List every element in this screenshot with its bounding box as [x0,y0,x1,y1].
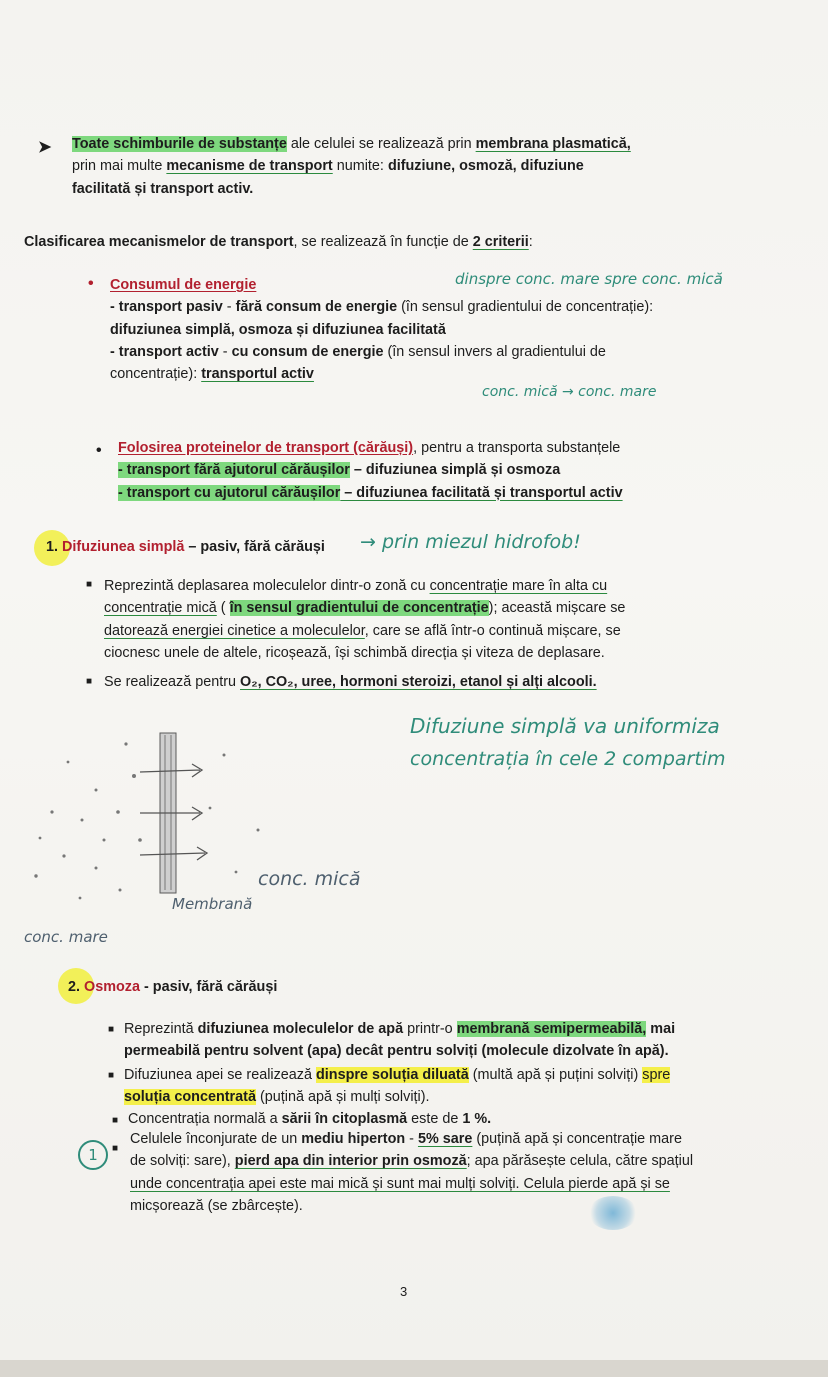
handwritten-circled-mark: 1 [78,1140,108,1170]
square-bullet: ■ [112,1143,119,1154]
square-bullet: ■ [86,579,93,590]
square-bullet: ■ [108,1070,115,1081]
handwritten-difuziune-note-1: Difuziune simplă va uniformiza [410,714,720,738]
ink-smudge [588,1196,638,1230]
handwritten-note-inverse: conc. mică → conc. mare [482,384,657,400]
intro-highlight: Toate schimburile de substanțe [72,136,287,152]
square-bullet: ■ [86,676,93,687]
proteine-title: Folosirea proteinelor de transport (cărăuși) [118,440,414,456]
difuziune-heading: 1. Difuziunea simplă – pasiv, fără cărăuși [46,539,325,555]
handwritten-difuziune-note-2: concentrația în cele 2 compartim [410,748,726,770]
label-conc-mica: conc. mică [258,868,361,890]
difuziune-bullet-2: Se realizează pentru O₂, CO₂, uree, hormoni steroizi, etanol și alți alcooli. [104,674,597,690]
osmoza-bullet-2: Difuziunea apei se realizează dinspre soluția diluată (multă apă și puțini solviți) spre soluția concentrată (puțină apă și mulți solviți). [124,1067,671,1106]
square-bullet: ■ [108,1024,115,1035]
arrow-bullet-icon: ➤ [38,139,52,156]
handwritten-note-gradient: dinspre conc. mare spre conc. mică [455,270,723,288]
clasificare-line: Clasificarea mecanismelor de transport, se realizează în funcție de 2 criterii: [24,234,533,250]
molecule-dots [34,742,259,899]
osmoza-bullet-3: Concentrația normală a sării în citoplasmă este de 1 %. [128,1111,492,1127]
osmoza-bullet-4: Celulele înconjurate de un mediu hiperton - 5% sare (puțină apă și concentrație mare de solviți: sare), pierd apa din interior prin osmoză; apa părăsește celula, către spațiul unde concentrația apei este mai mică și sunt mai mulți solviți. Celula pierde apă și se micșorează (se zbârcește). [130,1131,694,1214]
energie-section: Consumul de energie - transport pasiv - fără consum de energie (în sensul gradientului de concentrație): difuziunea simplă, osmoza și difuziunea facilitată - transport activ - cu consum de energie (în sensul invers al gradientului de concentrație): transportul activ [110,277,654,383]
proteine-section: Folosirea proteinelor de transport (cărăuși), pentru a transporta substanțele - transport fără ajutorul cărăușilor – difuziunea simplă și osmoza - transport cu ajutorul cărăușilor – difuziunea facilitată și transportul activ [118,440,623,501]
label-membrana: Membrană [172,895,253,913]
square-bullet: ■ [112,1115,119,1126]
label-conc-mare: conc. mare [24,928,108,946]
osmoza-heading: 2. Osmoza - pasiv, fără cărăuși [68,979,278,995]
dot-bullet: • [88,275,94,292]
intro-paragraph: Toate schimburile de substanțe ale celulei se realizează prin membrana plasmatică, prin mai multe mecanisme de transport numite: difuziune, osmoză, difuziune facilitată și transport activ. [72,136,631,197]
difuziune-bullet-1: Reprezintă deplasarea moleculelor dintr-o zonă cu concentrație mare în alta cu concentrație mică ( în sensul gradientului de concentrație); această mișcare se datorează energiei cinetice a moleculelor, care se află într-o continuă mișcare, se ciocnesc unele de altele, ricoșează, își schimbă direcția și viteza de deplasare. [104,578,626,661]
handwritten-note-hidrofob: → prin miezul hidrofob! [360,531,581,553]
page-number: 3 [400,1284,408,1299]
osmoza-bullet-1: Reprezintă difuziunea moleculelor de apă printr-o membrană semipermeabilă, mai permeabilă pentru solvent (apa) decât pentru solviți (molecule dizolvate în apă). [124,1021,676,1060]
dot-bullet: • [96,442,102,459]
energie-title: Consumul de energie [110,277,257,293]
